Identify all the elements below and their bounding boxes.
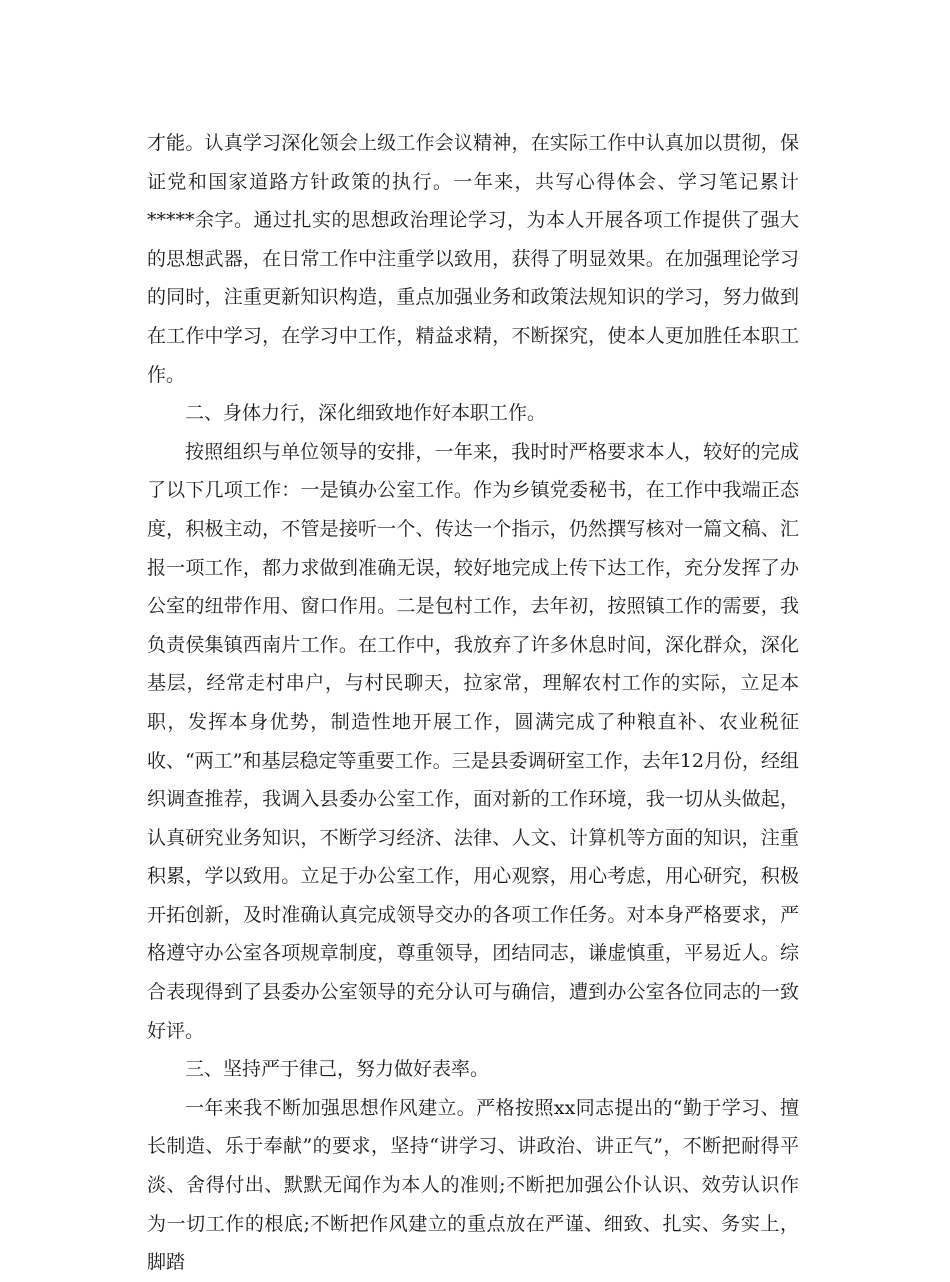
section-heading-3: 三、坚持严于律己，努力做好表率。 [185,1058,490,1081]
paragraph-2: 按照组织与单位领导的安排，一年来，我时时严格要求本人，较好的完成了以下几项工作：一是镇办公室工作。作为乡镇党委秘书，在工作中我端正态度，积极主动，不管是接听一个、传达一个指示，仍然撰写核对一篇文稿、汇报一项工作，都力求做到准确无误，较好地完成上传下达工作，充分发挥了办公室的纽带作用、窗口作用。二是包村工作，去年初，按照镇工作的需要，我负责侯集镇西南片工作。在工作中，我放弃了许多休息时间，深化群众，深化基层，经常走村串户，与村民聊天，拉家常，理解农村工作的实际，立足本职，发挥本身优势，制造性地开展工作，圆满完成了种粮直补、农业税征收、“两工”和基层稳定等重要工作。三是县委调研室工作，去年12月份，经组织调查推荐，我调入县委办公室工作，面对新的工作环境，我一切从头做起，认真研究业务知识，不断学习经济、法律、人文、计算机等方面的知识，注重积累，学以致用。立足于办公室工作，用心观察，用心考虑，用心研究，积极开拓创新，及时准确认真完成领导交办的各项工作任务。对本身严格要求，严格遵守办公室各项规章制度，尊重领导，团结同志，谦虚慎重，平易近人。综合表现得到了县委办公室领导的充分认可与确信，遭到办公室各位同志的一致好评。 [147,440,799,1042]
section-heading-2: 二、身体力行，深化细致地作好本职工作。 [185,402,547,425]
paragraph-3: 一年来我不断加强思想作风建立。严格按照xx同志提出的“勤于学习、擅长制造、乐于奉献”的要求，坚持“讲学习、讲政治、讲正气”，不断把耐得平淡、舍得付出、默默无闻作为本人的准则;不断把加强公仆认识、效劳认识作为一切工作的根底;不断把作风建立的重点放在严谨、细致、扎实、务实上，脚踏 [147,1096,799,1274]
paragraph-1: 才能。认真学习深化领会上级工作会议精神，在实际工作中认真加以贯彻，保证党和国家道路方针政策的执行。一年来，共写心得体会、学习笔记累计*****余字。通过扎实的思想政治理论学习，为本人开展各项工作提供了强大的思想武器，在日常工作中注重学以致用，获得了明显效果。在加强理论学习的同时，注重更新知识构造，重点加强业务和政策法规知识的学习，努力做到在工作中学习，在学习中工作，精益求精，不断探究，使本人更加胜任本职工作。 [147,132,799,386]
document-body [147,124,799,1282]
